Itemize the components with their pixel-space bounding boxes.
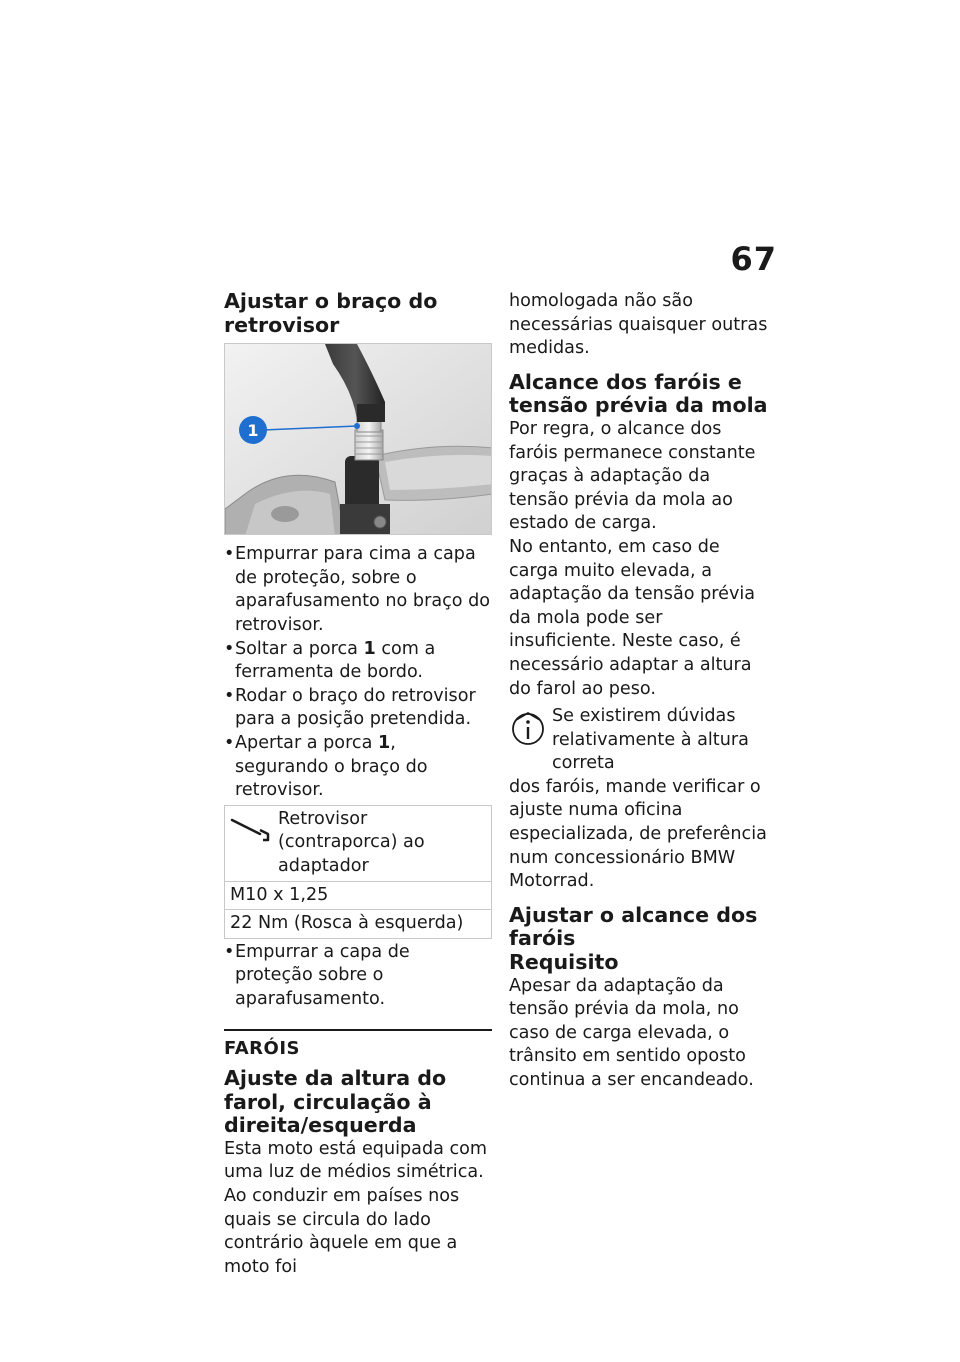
callout-1-label: 1	[247, 421, 259, 441]
steps-list-1	[224, 543, 492, 803]
mirror-arm-heading: Ajustar o braço do retrovisor	[224, 289, 438, 337]
headlight-range-para1: Por regra, o alcance dos faróis permanece constante graças à adaptação da tensão prévia da mola ao estado de carga.	[509, 418, 756, 534]
torque-thread: M10 x 1,25	[225, 881, 492, 910]
headlight-height-heading: Ajuste da altura do farol, circulação à direita/esquerda	[224, 1066, 447, 1138]
step-rotate-arm: • Rodar o braço do retrovisor para a posição pretendida.	[224, 685, 492, 732]
left-column	[224, 290, 492, 1279]
section-title: FARÓIS	[224, 1038, 300, 1060]
torque-label: Retrovisor (contraporca) ao adaptador	[278, 808, 425, 876]
step-push-cap-back: • Empurrar a capa de proteção sobre o aparafusamento.	[224, 941, 492, 1012]
info-note-rest: dos faróis, mande verificar o ajuste numa oficina especializada, de preferência num concessionário BMW Motorrad.	[509, 776, 767, 892]
info-note	[509, 705, 774, 894]
adjust-range-heading: Ajustar o alcance dos faróis	[509, 902, 758, 951]
info-icon	[509, 709, 547, 757]
torque-spec-table	[224, 805, 492, 939]
headlights-section	[224, 1029, 492, 1279]
requirement-body: Apesar da adaptação da tensão prévia da mola, no caso de carga elevada, o trânsito em sentido oposto continua a ser encandeado.	[509, 975, 754, 1090]
torque-label-cell	[225, 805, 492, 881]
headlight-height-body: Esta moto está equipada com uma luz de médios simétrica. Ao conduzir em países nos quais se circula do lado contrário àquele em que a moto foi	[224, 1138, 488, 1277]
step-push-cap: • Empurrar para cima a capa de proteção, sobre o aparafusamento no braço do retrovisor.	[224, 543, 492, 637]
torque-wrench-icon	[230, 808, 278, 879]
continuation-text: homologada não são necessárias quaisquer outras medidas.	[509, 291, 768, 359]
requirement-heading: Requisito	[509, 950, 619, 975]
headlight-range-para2: No entanto, em caso de carga muito elevada, a adaptação da tensão prévia da mola pode ser insuficiente. Neste caso, é necessário adaptar a altura do farol ao peso.	[509, 536, 756, 699]
mirror-illustration	[225, 344, 492, 535]
mirror-arm-figure	[224, 343, 492, 535]
torque-value: 22 Nm (Rosca à esquerda)	[225, 910, 492, 939]
steps-list-2	[224, 941, 492, 1012]
info-note-first: Se existirem dúvidas relativamente à altura correta	[552, 706, 749, 774]
page-number: 67	[730, 240, 777, 278]
step-tighten-nut: • Apertar a porca 1, segurando o braço do retrovisor.	[224, 732, 492, 803]
headlight-range-heading: Alcance dos faróis e tensão prévia da mola	[509, 369, 768, 418]
step-loosen-nut: • Soltar a porca 1 com a ferramenta de bordo.	[224, 638, 492, 685]
right-column	[509, 290, 774, 1093]
